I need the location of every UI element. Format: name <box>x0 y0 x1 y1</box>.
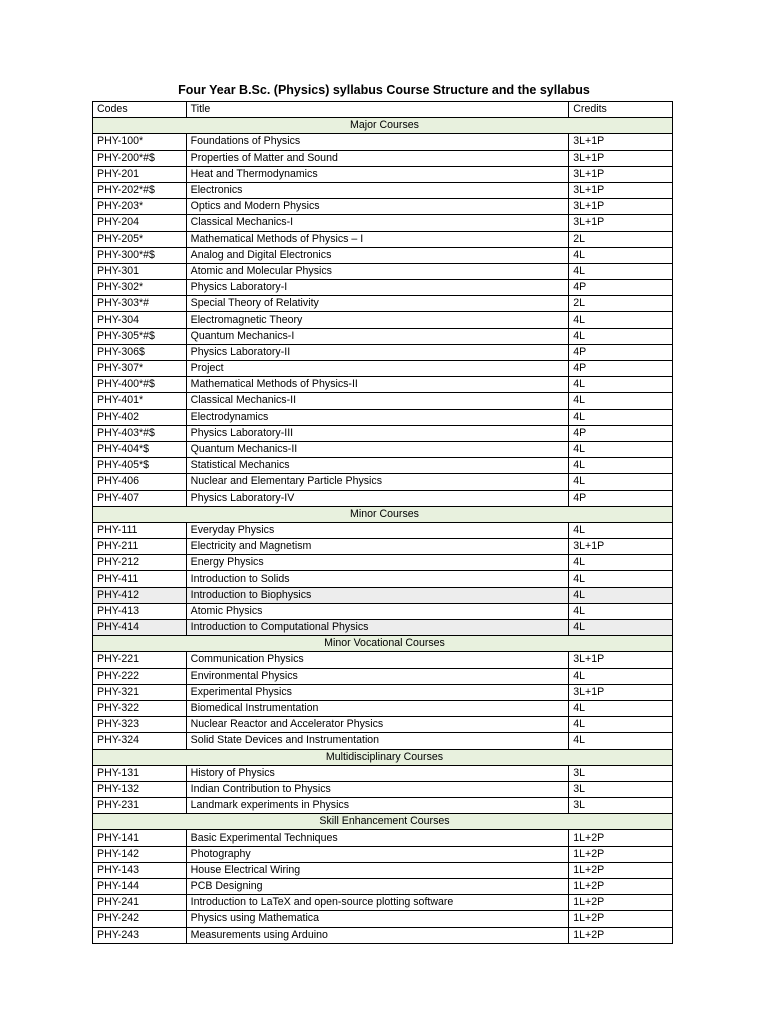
course-title: Statistical Mechanics <box>186 458 569 474</box>
course-title: Optics and Modern Physics <box>186 199 569 215</box>
course-credits: 4L <box>569 587 673 603</box>
table-row <box>93 150 673 166</box>
course-code: PHY-400*#$ <box>93 377 187 393</box>
course-title: Landmark experiments in Physics <box>186 798 569 814</box>
course-title: Physics Laboratory-II <box>186 344 569 360</box>
course-credits: 4L <box>569 571 673 587</box>
course-code: PHY-324 <box>93 733 187 749</box>
course-code: PHY-307* <box>93 361 187 377</box>
course-title: History of Physics <box>186 765 569 781</box>
page-title: Four Year B.Sc. (Physics) syllabus Course Structure and the syllabus <box>178 83 590 97</box>
table-row <box>93 603 673 619</box>
course-credits: 4L <box>569 247 673 263</box>
section-header-row <box>93 636 673 652</box>
table-row <box>93 409 673 425</box>
course-credits: 3L <box>569 798 673 814</box>
course-code: PHY-304 <box>93 312 187 328</box>
course-title: House Electrical Wiring <box>186 862 569 878</box>
table-row <box>93 280 673 296</box>
table-row <box>93 668 673 684</box>
table-row <box>93 263 673 279</box>
course-title: Electronics <box>186 182 569 198</box>
table-row <box>93 879 673 895</box>
course-credits: 1L+2P <box>569 927 673 943</box>
course-code: PHY-404*$ <box>93 441 187 457</box>
course-credits: 1L+2P <box>569 879 673 895</box>
course-title: Electromagnetic Theory <box>186 312 569 328</box>
course-title: Mathematical Methods of Physics – I <box>186 231 569 247</box>
course-credits: 4L <box>569 668 673 684</box>
course-title: Nuclear Reactor and Accelerator Physics <box>186 717 569 733</box>
course-code: PHY-205* <box>93 231 187 247</box>
course-title: Atomic Physics <box>186 603 569 619</box>
course-title: PCB Designing <box>186 879 569 895</box>
table-row <box>93 344 673 360</box>
table-row <box>93 652 673 668</box>
table-row <box>93 684 673 700</box>
course-code: PHY-204 <box>93 215 187 231</box>
course-table-body <box>93 102 673 944</box>
course-title: Energy Physics <box>186 555 569 571</box>
course-credits: 4L <box>569 312 673 328</box>
table-row <box>93 328 673 344</box>
table-row <box>93 296 673 312</box>
course-credits: 4P <box>569 280 673 296</box>
section-header-row <box>93 118 673 134</box>
course-code: PHY-201 <box>93 166 187 182</box>
table-header-row <box>93 102 673 118</box>
course-credits: 1L+2P <box>569 911 673 927</box>
section-title: Multidisciplinary Courses <box>93 749 673 765</box>
course-title: Physics using Mathematica <box>186 911 569 927</box>
course-credits: 3L+1P <box>569 166 673 182</box>
course-title: Physics Laboratory-III <box>186 425 569 441</box>
table-row <box>93 927 673 943</box>
table-row <box>93 587 673 603</box>
course-code: PHY-241 <box>93 895 187 911</box>
table-row <box>93 166 673 182</box>
course-code: PHY-323 <box>93 717 187 733</box>
course-credits: 3L+1P <box>569 199 673 215</box>
course-code: PHY-141 <box>93 830 187 846</box>
course-credits: 4L <box>569 328 673 344</box>
course-title: Mathematical Methods of Physics-II <box>186 377 569 393</box>
table-row <box>93 733 673 749</box>
table-row <box>93 425 673 441</box>
section-title: Skill Enhancement Courses <box>93 814 673 830</box>
course-credits: 3L+1P <box>569 539 673 555</box>
table-row <box>93 717 673 733</box>
course-title: Heat and Thermodynamics <box>186 166 569 182</box>
course-credits: 4P <box>569 361 673 377</box>
course-code: PHY-302* <box>93 280 187 296</box>
course-credits: 1L+2P <box>569 862 673 878</box>
course-code: PHY-411 <box>93 571 187 587</box>
course-title: Physics Laboratory-IV <box>186 490 569 506</box>
course-credits: 4L <box>569 717 673 733</box>
table-row <box>93 215 673 231</box>
course-credits: 4L <box>569 555 673 571</box>
section-title: Minor Courses <box>93 506 673 522</box>
course-credits: 1L+2P <box>569 846 673 862</box>
course-title: Solid State Devices and Instrumentation <box>186 733 569 749</box>
table-row <box>93 830 673 846</box>
course-credits: 4P <box>569 490 673 506</box>
course-title: Environmental Physics <box>186 668 569 684</box>
table-row <box>93 620 673 636</box>
table-row <box>93 458 673 474</box>
table-row <box>93 798 673 814</box>
course-credits: 4L <box>569 263 673 279</box>
course-title: Classical Mechanics-II <box>186 393 569 409</box>
course-title: Project <box>186 361 569 377</box>
course-title: Physics Laboratory-I <box>186 280 569 296</box>
course-credits: 2L <box>569 231 673 247</box>
table-row <box>93 377 673 393</box>
header-credits: Credits <box>569 102 673 118</box>
course-code: PHY-322 <box>93 700 187 716</box>
table-row <box>93 393 673 409</box>
course-title: Introduction to Solids <box>186 571 569 587</box>
course-credits: 4L <box>569 620 673 636</box>
section-title: Minor Vocational Courses <box>93 636 673 652</box>
section-header-row <box>93 814 673 830</box>
course-code: PHY-402 <box>93 409 187 425</box>
table-row <box>93 846 673 862</box>
course-code: PHY-301 <box>93 263 187 279</box>
course-code: PHY-407 <box>93 490 187 506</box>
course-code: PHY-306$ <box>93 344 187 360</box>
course-credits: 3L <box>569 781 673 797</box>
table-row <box>93 781 673 797</box>
course-code: PHY-413 <box>93 603 187 619</box>
course-code: PHY-222 <box>93 668 187 684</box>
course-credits: 3L+1P <box>569 150 673 166</box>
table-row <box>93 862 673 878</box>
course-code: PHY-211 <box>93 539 187 555</box>
course-credits: 3L <box>569 765 673 781</box>
course-credits: 4L <box>569 700 673 716</box>
course-credits: 4P <box>569 344 673 360</box>
course-title: Photography <box>186 846 569 862</box>
course-code: PHY-142 <box>93 846 187 862</box>
course-credits: 1L+2P <box>569 895 673 911</box>
course-credits: 4L <box>569 393 673 409</box>
header-title: Title <box>186 102 569 118</box>
course-title: Foundations of Physics <box>186 134 569 150</box>
course-title: Introduction to Biophysics <box>186 587 569 603</box>
course-code: PHY-405*$ <box>93 458 187 474</box>
table-row <box>93 700 673 716</box>
course-title: Quantum Mechanics-I <box>186 328 569 344</box>
table-row <box>93 182 673 198</box>
course-credits: 3L+1P <box>569 215 673 231</box>
course-title: Special Theory of Relativity <box>186 296 569 312</box>
course-code: PHY-200*#$ <box>93 150 187 166</box>
table-row <box>93 134 673 150</box>
table-row <box>93 895 673 911</box>
course-code: PHY-412 <box>93 587 187 603</box>
section-header-row <box>93 749 673 765</box>
course-code: PHY-144 <box>93 879 187 895</box>
course-credits: 4L <box>569 474 673 490</box>
course-code: PHY-321 <box>93 684 187 700</box>
course-title: Classical Mechanics-I <box>186 215 569 231</box>
section-header-row <box>93 506 673 522</box>
course-code: PHY-305*#$ <box>93 328 187 344</box>
table-row <box>93 911 673 927</box>
course-code: PHY-202*#$ <box>93 182 187 198</box>
course-credits: 2L <box>569 296 673 312</box>
table-row <box>93 312 673 328</box>
course-code: PHY-132 <box>93 781 187 797</box>
header-codes: Codes <box>93 102 187 118</box>
table-row <box>93 247 673 263</box>
section-title: Major Courses <box>93 118 673 134</box>
course-code: PHY-111 <box>93 522 187 538</box>
course-credits: 4L <box>569 458 673 474</box>
course-credits: 4P <box>569 425 673 441</box>
course-title: Measurements using Arduino <box>186 927 569 943</box>
course-credits: 4L <box>569 377 673 393</box>
table-row <box>93 522 673 538</box>
table-row <box>93 199 673 215</box>
course-title: Nuclear and Elementary Particle Physics <box>186 474 569 490</box>
course-code: PHY-403*#$ <box>93 425 187 441</box>
course-title: Biomedical Instrumentation <box>186 700 569 716</box>
course-title: Communication Physics <box>186 652 569 668</box>
table-row <box>93 571 673 587</box>
course-code: PHY-212 <box>93 555 187 571</box>
course-title: Atomic and Molecular Physics <box>186 263 569 279</box>
table-row <box>93 490 673 506</box>
course-code: PHY-221 <box>93 652 187 668</box>
course-code: PHY-131 <box>93 765 187 781</box>
course-credits: 4L <box>569 733 673 749</box>
course-credits: 3L+1P <box>569 182 673 198</box>
table-row <box>93 765 673 781</box>
course-credits: 3L+1P <box>569 134 673 150</box>
course-credits: 1L+2P <box>569 830 673 846</box>
course-title: Introduction to LaTeX and open-source plotting software <box>186 895 569 911</box>
course-title: Experimental Physics <box>186 684 569 700</box>
table-row <box>93 474 673 490</box>
course-title: Analog and Digital Electronics <box>186 247 569 263</box>
course-code: PHY-100* <box>93 134 187 150</box>
course-title: Everyday Physics <box>186 522 569 538</box>
course-code: PHY-231 <box>93 798 187 814</box>
course-credits: 4L <box>569 441 673 457</box>
course-code: PHY-300*#$ <box>93 247 187 263</box>
course-title: Properties of Matter and Sound <box>186 150 569 166</box>
course-title: Electrodynamics <box>186 409 569 425</box>
table-row <box>93 361 673 377</box>
course-title: Basic Experimental Techniques <box>186 830 569 846</box>
course-credits: 3L+1P <box>569 652 673 668</box>
table-row <box>93 441 673 457</box>
course-code: PHY-401* <box>93 393 187 409</box>
course-title: Introduction to Computational Physics <box>186 620 569 636</box>
course-code: PHY-414 <box>93 620 187 636</box>
course-code: PHY-203* <box>93 199 187 215</box>
table-row <box>93 539 673 555</box>
course-code: PHY-242 <box>93 911 187 927</box>
course-title: Quantum Mechanics-II <box>186 441 569 457</box>
course-credits: 4L <box>569 409 673 425</box>
course-table <box>92 101 673 944</box>
course-credits: 4L <box>569 603 673 619</box>
course-code: PHY-143 <box>93 862 187 878</box>
table-row <box>93 231 673 247</box>
course-title: Indian Contribution to Physics <box>186 781 569 797</box>
course-credits: 4L <box>569 522 673 538</box>
course-code: PHY-406 <box>93 474 187 490</box>
course-credits: 3L+1P <box>569 684 673 700</box>
table-row <box>93 555 673 571</box>
course-title: Electricity and Magnetism <box>186 539 569 555</box>
course-code: PHY-243 <box>93 927 187 943</box>
course-code: PHY-303*# <box>93 296 187 312</box>
